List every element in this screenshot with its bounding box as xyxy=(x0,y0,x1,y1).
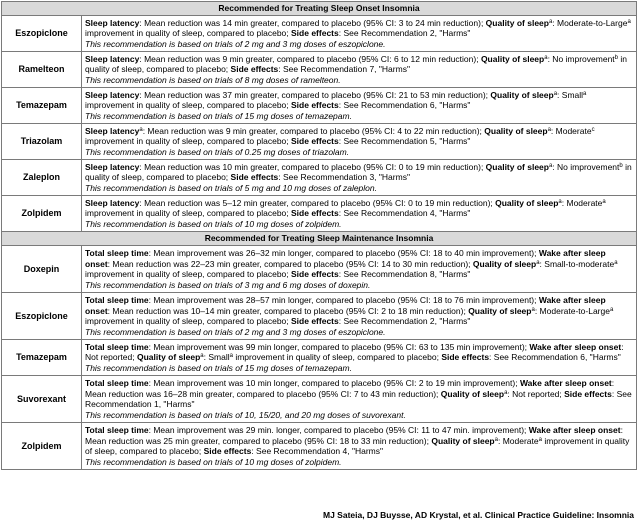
text-segment: : Mean reduction was 5–12 min greater, compared to placebo (95% CI: 0 to 19 min reduction); xyxy=(139,197,496,208)
text-segment: improvement in quality of sleep, compared to placebo; xyxy=(85,100,292,111)
outcome-label: Side effects xyxy=(203,446,252,456)
text-segment: : Mean improvement was 26–32 min longer, compared to placebo (95% CI: 18 to 40 min improvement); xyxy=(148,248,539,258)
drug-name: Triazolam xyxy=(2,124,82,160)
table-row xyxy=(2,340,637,376)
text-segment: : Mean improvement was 99 min longer, compared to placebo (95% CI: 63 to 135 min improvement); xyxy=(148,341,530,352)
outcome-label: Side effects xyxy=(441,352,490,363)
footnote-marker: a xyxy=(609,306,614,313)
text-segment: : See Recommendation 3, "Harms" xyxy=(278,172,410,183)
text-segment: in quality of sleep, compared to placebo; xyxy=(85,53,627,75)
footnote-marker: c xyxy=(591,126,595,133)
outcome-label: Wake after sleep onset xyxy=(528,425,621,435)
section-title-onset: Recommended for Treating Sleep Onset Insomnia xyxy=(2,2,637,16)
recommendation-text xyxy=(82,293,637,340)
outcome-label: Side effects xyxy=(291,269,339,279)
basis-note: This recommendation is based on trials of 15 mg doses of temazepam. xyxy=(85,110,352,121)
recommendation-text xyxy=(82,16,637,52)
outcome-label: Side effects xyxy=(291,316,339,326)
footnote-marker: a xyxy=(139,126,143,133)
footnote-marker: a xyxy=(536,259,540,266)
outcome-label: Total sleep time xyxy=(85,425,149,435)
outcome-label: Side effects xyxy=(291,136,339,147)
outcome-label: Quality of sleep xyxy=(484,125,548,136)
table-row xyxy=(2,52,637,88)
basis-note: This recommendation is based on trials of 10 mg doses of zolpidem. xyxy=(85,456,342,467)
text-segment: : See Recommendation 5, "Harms" xyxy=(338,136,471,147)
text-segment: : See Recommendation 6, "Harms" xyxy=(489,352,621,363)
outcome-label: Quality of sleep xyxy=(485,17,549,28)
text-segment: : Mean improvement was 28–57 min longer, compared to placebo (95% CI: 18 to 76 min improvement); xyxy=(148,295,539,305)
outcome-label: Quality of sleep xyxy=(472,258,537,269)
text-segment: : See Recommendation 4, "Harms" xyxy=(338,208,471,219)
section-title-maintenance: Recommended for Treating Sleep Maintenance Insomnia xyxy=(2,232,637,246)
text-segment: : Mean improvement was 10 min longer, compared to placebo (95% CI: 2 to 19 min improvement); xyxy=(148,378,520,388)
recommendation-text xyxy=(82,124,637,160)
basis-note: This recommendation is based on trials of 0.25 mg doses of triazolam. xyxy=(85,146,350,157)
table-row xyxy=(2,246,637,293)
drug-name: Temazepam xyxy=(2,340,82,376)
text-segment: : See Recommendation 2, "Harms" xyxy=(338,28,471,39)
outcome-label: Sleep latency xyxy=(85,197,140,208)
footnote-marker: a xyxy=(553,90,558,97)
recommendation-text xyxy=(82,196,637,232)
footnote-marker: a xyxy=(627,18,631,25)
outcome-label: Quality of sleep xyxy=(485,161,549,172)
table-row xyxy=(2,196,637,232)
text-segment: improvement in quality of sleep, compared to placebo; xyxy=(85,208,292,219)
text-segment: : Mean improvement was 29 min. longer, compared to placebo (95% CI: 11 to 47 min. improvement); xyxy=(148,425,529,435)
text-segment: : Moderate xyxy=(550,125,592,136)
outcome-label: Side effects xyxy=(291,208,339,219)
footnote-marker: b xyxy=(619,162,623,169)
table-row xyxy=(2,293,637,340)
text-segment: : No improvement xyxy=(547,53,615,64)
text-segment: : See Recommendation 4, "Harms" xyxy=(251,446,384,456)
basis-note: This recommendation is based on trials of 15 mg doses of temazepam. xyxy=(85,362,352,373)
outcome-label: Quality of sleep xyxy=(468,305,532,316)
text-segment: : Mean reduction was 22–23 min greater, compared to placebo (95% CI: 14 to 30 min reduction); xyxy=(107,258,473,269)
text-segment: : No improvement xyxy=(552,161,620,172)
basis-note: This recommendation is based on trials of 3 mg and 6 mg doses of doxepin. xyxy=(85,279,371,290)
table-row xyxy=(2,160,637,196)
text-segment: : Mean reduction was 37 min greater, compared to placebo (95% CI: 21 to 53 min reduction); xyxy=(139,89,491,100)
text-segment: : Mean reduction was 16–28 min greater, compared to placebo (95% CI: 7 to 43 min reduction); xyxy=(85,378,615,399)
basis-note: This recommendation is based on trials of 5 mg and 10 mg doses of zaleplon. xyxy=(85,182,377,193)
section-header-maintenance xyxy=(2,232,637,246)
outcome-label: Wake after sleep onset xyxy=(519,378,612,388)
footnote-marker: a xyxy=(614,259,618,266)
text-segment: : Mean reduction was 10–14 min greater, compared to placebo (95% CI: 2 to 18 min reduction); xyxy=(107,305,469,316)
recommendation-text xyxy=(82,340,637,376)
basis-note: This recommendation is based on trials of 2 mg and 3 mg doses of eszopiclone. xyxy=(85,326,386,337)
text-segment: improvement in quality of sleep, compared to placebo; xyxy=(232,352,442,363)
text-segment: : Moderate xyxy=(497,435,539,446)
outcome-label: Sleep latency xyxy=(85,53,140,64)
outcome-label: Quality of sleep xyxy=(490,89,554,100)
drug-name: Suvorexant xyxy=(2,376,82,423)
text-segment: : See Recommendation 2, "Harms" xyxy=(338,316,471,326)
text-segment: improvement in quality of sleep, compared to placebo; xyxy=(85,316,292,326)
drug-name: Zaleplon xyxy=(2,160,82,196)
table-row xyxy=(2,423,637,470)
footnote-marker: a xyxy=(538,436,542,443)
outcome-label: Sleep latency xyxy=(85,125,140,136)
text-segment: : Mean reduction was 9 min greater, compared to placebo (95% CI: 4 to 22 min reduction); xyxy=(142,125,485,136)
recommendation-table xyxy=(1,1,637,470)
text-segment: : Moderate xyxy=(561,197,603,208)
outcome-label: Sleep latency xyxy=(85,17,140,28)
footnote-marker: a xyxy=(548,18,553,25)
text-segment: : Small xyxy=(557,89,584,100)
footnote-marker: a xyxy=(494,436,498,443)
footnote-marker: a xyxy=(504,389,508,396)
text-segment: : See Recommendation 1, "Harms" xyxy=(85,388,632,409)
text-segment: : See Recommendation 7, "Harms" xyxy=(278,64,410,75)
footnote-marker: a xyxy=(583,90,587,97)
footnote-marker: b xyxy=(614,54,619,61)
text-segment: : Moderate-to-Large xyxy=(552,17,628,28)
text-segment: : See Recommendation 8, "Harms" xyxy=(338,269,471,279)
footnote-marker: a xyxy=(200,353,204,360)
basis-note: This recommendation is based on trials of 8 mg doses of ramelteon. xyxy=(85,74,341,85)
outcome-label: Total sleep time xyxy=(85,248,149,258)
text-segment: improvement in quality of sleep, compared to placebo; xyxy=(85,28,292,39)
basis-note: This recommendation is based on trials of 10 mg doses of zolpidem. xyxy=(85,218,342,229)
text-segment: : Not reported; xyxy=(85,341,624,363)
outcome-label: Wake after sleep onset xyxy=(529,341,622,352)
text-segment: : Not reported; xyxy=(507,388,565,399)
recommendation-text xyxy=(82,423,637,470)
footnote-marker: a xyxy=(602,198,606,205)
outcome-label: Sleep latency xyxy=(85,161,140,172)
drug-name: Eszopiclone xyxy=(2,16,82,52)
text-segment: : Small xyxy=(203,352,230,363)
outcome-label: Side effects xyxy=(230,172,279,183)
section-header-onset xyxy=(2,2,637,16)
table-row xyxy=(2,124,637,160)
outcome-label: Total sleep time xyxy=(85,295,149,305)
recommendation-text xyxy=(82,246,637,293)
outcome-label: Side effects xyxy=(291,28,339,39)
text-segment: improvement in quality of sleep, compared to placebo; xyxy=(85,136,292,147)
outcome-label: Quality of sleep xyxy=(431,435,495,446)
table-row xyxy=(2,376,637,423)
table-row xyxy=(2,16,637,52)
footnote-marker: a xyxy=(229,353,233,360)
basis-note: This recommendation is based on trials of 2 mg and 3 mg doses of eszopiclone. xyxy=(85,38,386,49)
outcome-label: Quality of sleep xyxy=(495,197,559,208)
outcome-label: Side effects xyxy=(230,64,279,75)
recommendation-text xyxy=(82,88,637,124)
recommendation-text xyxy=(82,160,637,196)
outcome-label: Wake after sleep onset xyxy=(85,248,606,269)
table-body xyxy=(2,2,637,470)
footnote-marker: a xyxy=(531,306,535,313)
outcome-label: Quality of sleep xyxy=(440,388,505,399)
outcome-label: Side effects xyxy=(291,100,339,111)
recommendation-text xyxy=(82,52,637,88)
basis-note: This recommendation is based on trials of 10, 15/20, and 20 mg doses of suvorexant. xyxy=(85,409,406,420)
drug-name: Zolpidem xyxy=(2,196,82,232)
outcome-label: Total sleep time xyxy=(85,378,149,388)
drug-name: Temazepam xyxy=(2,88,82,124)
footnote-marker: a xyxy=(547,126,551,133)
citation: MJ Sateia, DJ Buysse, AD Krystal, et al. Clinical Practice Guideline: Insomnia xyxy=(323,510,634,520)
text-segment: : See Recommendation 6, "Harms" xyxy=(338,100,471,111)
outcome-label: Wake after sleep onset xyxy=(85,295,606,316)
drug-name: Doxepin xyxy=(2,246,82,293)
footnote-marker: a xyxy=(548,162,553,169)
outcome-label: Sleep latency xyxy=(85,89,140,100)
text-segment: in quality of sleep, compared to placebo; xyxy=(85,161,632,183)
table-row xyxy=(2,88,637,124)
text-segment: improvement in quality of sleep, compared to placebo; xyxy=(85,435,630,456)
text-segment: : Mean reduction was 9 min greater, compared to placebo (95% CI: 6 to 12 min reduction); xyxy=(139,53,481,64)
text-segment: : Mean reduction was 14 min greater, compared to placebo (95% CI: 3 to 24 min reduction); xyxy=(139,17,486,28)
text-segment: improvement in quality of sleep, compared to placebo; xyxy=(85,269,292,279)
text-segment: : Moderate-to-Large xyxy=(534,305,610,316)
outcome-label: Quality of sleep xyxy=(480,53,545,64)
outcome-label: Side effects xyxy=(564,388,612,399)
outcome-label: Quality of sleep xyxy=(136,352,201,363)
text-segment: : Mean reduction was 25 min greater, compared to placebo (95% CI: 18 to 33 min reduction); xyxy=(85,425,623,446)
drug-name: Zolpidem xyxy=(2,423,82,470)
footnote-marker: a xyxy=(558,198,562,205)
recommendation-text xyxy=(82,376,637,423)
drug-name: Ramelteon xyxy=(2,52,82,88)
footnote-marker: a xyxy=(544,54,548,61)
outcome-label: Total sleep time xyxy=(85,341,149,352)
drug-name: Eszopiclone xyxy=(2,293,82,340)
text-segment: : Small-to-moderate xyxy=(539,258,615,269)
text-segment: : Mean reduction was 10 min greater, compared to placebo (95% CI: 0 to 19 min reduction); xyxy=(139,161,486,172)
